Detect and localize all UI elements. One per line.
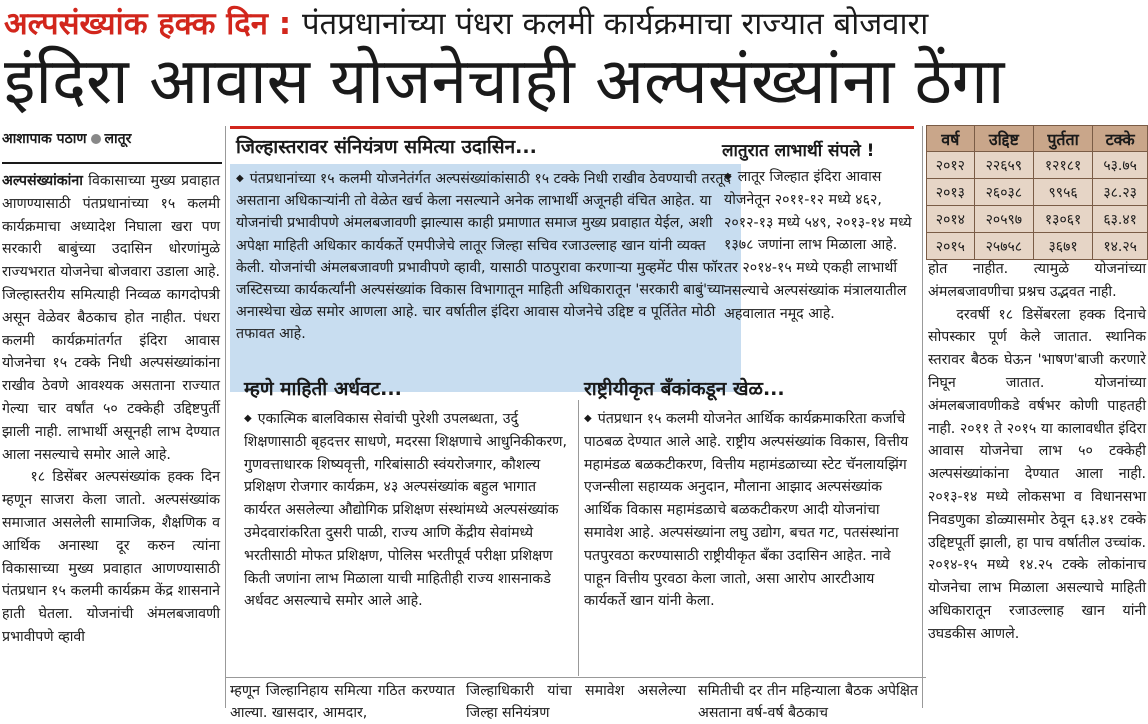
lead-bold: अल्पसंख्यांकांना [2, 173, 83, 189]
box3-body: ◆ एकात्मिक बालविकास सेवांची पुरेशी उपलब्धता, उर्दु शिक्षणासाठी बृहदत्तर साधणे, मदरसा शिक्षणाचे आधुनिकीकरण, गुणवत्ताधारक शिष्यवृत्ती, गरिबांसाठी स्वंयरोजगार, कौशल्य प्रशिक्षण रोजगार कार्यक्रम, ४३ अल्पसंख्यांक बहुल भागात कार्यरत असलेल्या औद्योगिक प्रशिक्षण संस्थांमध्ये अल्पसंख्यांक उमेदवारांकरिता दुसरी पाळी, राज्य आणि केंद्रीय सेवांमध्ये भरतीसाठी मोफत प्रशिक्षण, पोलिस भरतीपूर्व परीक्षा प्रशिक्षण किती जणांना लाभ मिळाला याची माहितीही राज्य शासनाकडे अर्धवट असल्याचे समोर आले आहे. [244, 408, 574, 613]
bottom-rule [226, 677, 926, 678]
table-cell: २६०३८ [974, 179, 1033, 206]
right-text-1: होत नाहीत. त्यामुळे योजनांच्या अंमलबजावणीचा प्रश्नच उद्भवत नाही. [928, 261, 1146, 300]
box2-column [724, 166, 914, 392]
right-column [928, 258, 1146, 706]
table-row [927, 152, 1148, 179]
byline [2, 128, 222, 150]
box4-column [584, 408, 918, 674]
byline-author: आशापाक पठाण [2, 131, 87, 147]
byline-place: लातूर [104, 131, 132, 147]
bottom-col-1: म्हणून जिल्हानिहाय समित्या गठित करण्यात आल्या. खासदार, आमदार, [230, 683, 455, 721]
kicker-line [4, 2, 1144, 46]
box3-heading: म्हणे माहिती अर्धवट... [244, 378, 402, 400]
table-cell: ९९५६ [1033, 179, 1092, 206]
kicker-black: पंतप्रधानांच्या पंधरा कलमी कार्यक्रमाचा राज्यात बोजवारा [301, 6, 929, 42]
byline-rule [2, 162, 222, 164]
box1-top-rule [230, 126, 914, 129]
column-divider-left [225, 126, 226, 708]
headline: इंदिरा आवास योजनेचाही अल्पसंख्यांना ठेंगा [4, 45, 1005, 119]
table-cell: २०५९७ [974, 206, 1033, 233]
table-row [927, 233, 1148, 260]
box2-heading: लातुरात लाभार्थी संपले ! [722, 141, 875, 161]
table-cell: २०१५ [927, 233, 975, 260]
box1-body: ◆ पंतप्रधानांच्या १५ कलमी योजनेतंर्गत अल्पसंख्यांकांसाठी १५ टक्के निधी राखीव ठेवण्याची तरतूद असताना अधिकाऱ्यांनी तो वेळेत खर्च केला नसल्याने अनेक लाभार्थी अजूनही वंचित आहेत. या योजनांची प्रभावीपणे अंमलबजावणी झाल्यास काही प्रमाणात समाज मुख्य प्रवाहात येईल, अशी अपेक्षा माहिती अधिकार कार्यकर्ते एमपीजेचे लातूर जिल्हा सचिव रजाउल्लाह खान यांनी व्यक्त केली. योजनांची अंमलबजावणी प्रभावीपणे व्हावी, यासाठी पाठपुरावा करणाऱ्या मुव्हमेंट पीस फॉर जस्टिसच्या कार्यकर्त्यांनी अल्पसंख्यांक विकास विभागातून माहिती अधिकारातून 'सरकारी बाबुं'च्या अनास्थेचा खेळ समोर आणला आहे. चार वर्षातील इंदिरा आवास योजनेचे उद्दिष्ट व पूर्तितेत मोठी तफावत आहे. [236, 168, 735, 346]
lead-text: विकासाच्या मुख्य प्रवाहात आणण्यासाठी पंतप्रधानांच्या १५ कलमी कार्यक्रमाचा अध्यादेश निघाला खरा पण सरकारी बाबुंच्या उदासिन धोरणांमुळे राज्यभरात योजनेचा बोजवारा उडाला आहे. जिल्हास्तरीय समित्याही निव्वळ कागदोपत्री असून वेळेवर बैठकाच होत नाहीत. पंधरा कलमी कार्यक्रमांतर्गत इंदिरा आवास योजनेचा १५ टक्के निधी अल्पसंख्यांकांना राखीव ठेवणे आवश्यक असताना राज्यात गेल्या चार वर्षांत ५० टक्केही उद्दिष्टपुर्ती झाली नाही. लाभार्थी असूनही लाभ देण्यात आला नसल्याचे समोर आले आहे. [2, 173, 220, 463]
table-cell: ५३.७५ [1093, 152, 1148, 179]
stats-table [926, 125, 1148, 260]
stats-header-year: वर्ष [927, 126, 975, 152]
table-cell: १३०६१ [1033, 206, 1092, 233]
table-cell: २०१३ [927, 179, 975, 206]
table-cell: २२६५९ [974, 152, 1033, 179]
table-cell: ३८.२३ [1093, 179, 1148, 206]
table-cell: ६३.४१ [1093, 206, 1148, 233]
box2-body: ◆ लातूर जिल्हात इंदिरा आवास योजनेतून २०११-१२ मध्ये ४६२, २०१२-१३ मध्ये ५४९, २०१३-१४ मध्ये १३७८ जणांना लाभ मिळाला आहे. तर २०१४-१५ मध्ये एकही लाभार्थी नसल्याचे अल्पसंख्यांक मंत्रालयातील अहवालात नमूद आहे. [724, 166, 914, 326]
stats-header-percent: टक्के [1093, 126, 1148, 152]
box-divider [578, 400, 579, 676]
table-cell: १२१८१ [1033, 152, 1092, 179]
stats-header-row [927, 126, 1148, 152]
box4-heading: राष्ट्रीयीकृत बँकांकडून खेळ... [584, 378, 785, 400]
box1-heading: जिल्हास्तरावर संनियंत्रण समित्या उदासिन... [236, 136, 537, 158]
kicker-red: अल्पसंख्यांक हक्क दिन : [4, 6, 292, 42]
column-divider-right [922, 126, 923, 708]
bottom-col-3: समितीची दर तीन महिन्याला बैठक अपेक्षित असताना वर्ष-वर्ष बैठकाच [698, 683, 918, 721]
table-cell: ३६७१ [1033, 233, 1092, 260]
left-column [2, 170, 220, 675]
table-cell: २०१४ [927, 206, 975, 233]
box1-body-panel [230, 164, 741, 392]
table-row [927, 206, 1148, 233]
right-text-2: दरवर्षी १८ डिसेंबरला हक्क दिनाचे सोपस्कार पूर्ण केले जातात. स्थानिक स्तरावर बैठक घेऊन 'भाषण'बाजी करणारे निघून जातात. योजनांच्या अंमलबजावणीकडे वर्षभर कोणी पाहतही नाही. २०११ ते २०१५ या कालावधीत इंदिरा आवास योजनेचा लाभ ५० टक्केही अल्पसंख्यांकांना देण्यात आला नाही. २०१३-१४ मध्ये लोकसभा व विधानसभा निवडणुका डोळ्यासमोर ठेवून ६३.४१ टक्के उद्दिष्टपूर्ती झाली, हा पाच वर्षातील उच्चांक. २०१४-१५ मध्ये १४.२५ टक्के लोकांनाच योजनेचा लाभ मिळाला असल्याचे माहिती अधिकारातून रजाउल्लाह खान यांनी उघडकीस आणले. [928, 306, 1146, 642]
table-cell: २५७५८ [974, 233, 1033, 260]
stats-header-target: उद्दिष्ट [974, 126, 1033, 152]
box4-body: ◆ पंतप्रधान १५ कलमी योजनेत आर्थिक कार्यक्रमाकरिता कर्जाचे पाठबळ देण्यात आले आहे. राष्ट्रीय अल्पसंख्यांक विकास, वित्तीय महामंडळ बळकटीकरण, वित्तीय महामंडळाच्या स्टेट चॅनलायझिंग एजन्सीला सहाय्यक अनुदान, मौलाना आझाद अल्पसंख्यांक आर्थिक विकास महामंडळाचे बळकटीकरण आदी योजनांचा समावेश आहे. अल्पसंख्यांना लघु उद्योग, बचत गट, पतसंस्थांना पतपुरवठा करण्यासाठी राष्ट्रीयीकृत बँका उदासिन आहेत. नावे पाहून वित्तीय पुरवठा केला जातो, असा आरोप आरटीआय कार्यकर्ते खान यांनी केला. [584, 408, 918, 613]
table-cell: २०१२ [927, 152, 975, 179]
stats-header-achieved: पुर्तता [1033, 126, 1092, 152]
left-para-2: १८ डिसेंबर अल्पसंख्यांक हक्क दिन म्हणून साजरा केला जातो. अल्पसंख्यांक समाजात असलेली सामाजिक, शैक्षणिक व आर्थिक अनास्था दूर करुन त्यांना विकासाच्या मुख्य प्रवाहात आणण्यासाठी पंतप्रधान १५ कलमी कार्यक्रम केंद्र शासनाने हाती घेतला. योजनांची अंमलबजावणी प्रभावीपणे व्हावी [2, 469, 220, 645]
table-row [927, 179, 1148, 206]
box3-column [244, 408, 574, 674]
table-cell: १४.२५ [1093, 233, 1148, 260]
bottom-col-2: जिल्हाधिकारी यांचा समावेश असलेल्या जिल्हा सनियंत्रण [466, 683, 686, 721]
byline-dot-icon [91, 134, 101, 144]
